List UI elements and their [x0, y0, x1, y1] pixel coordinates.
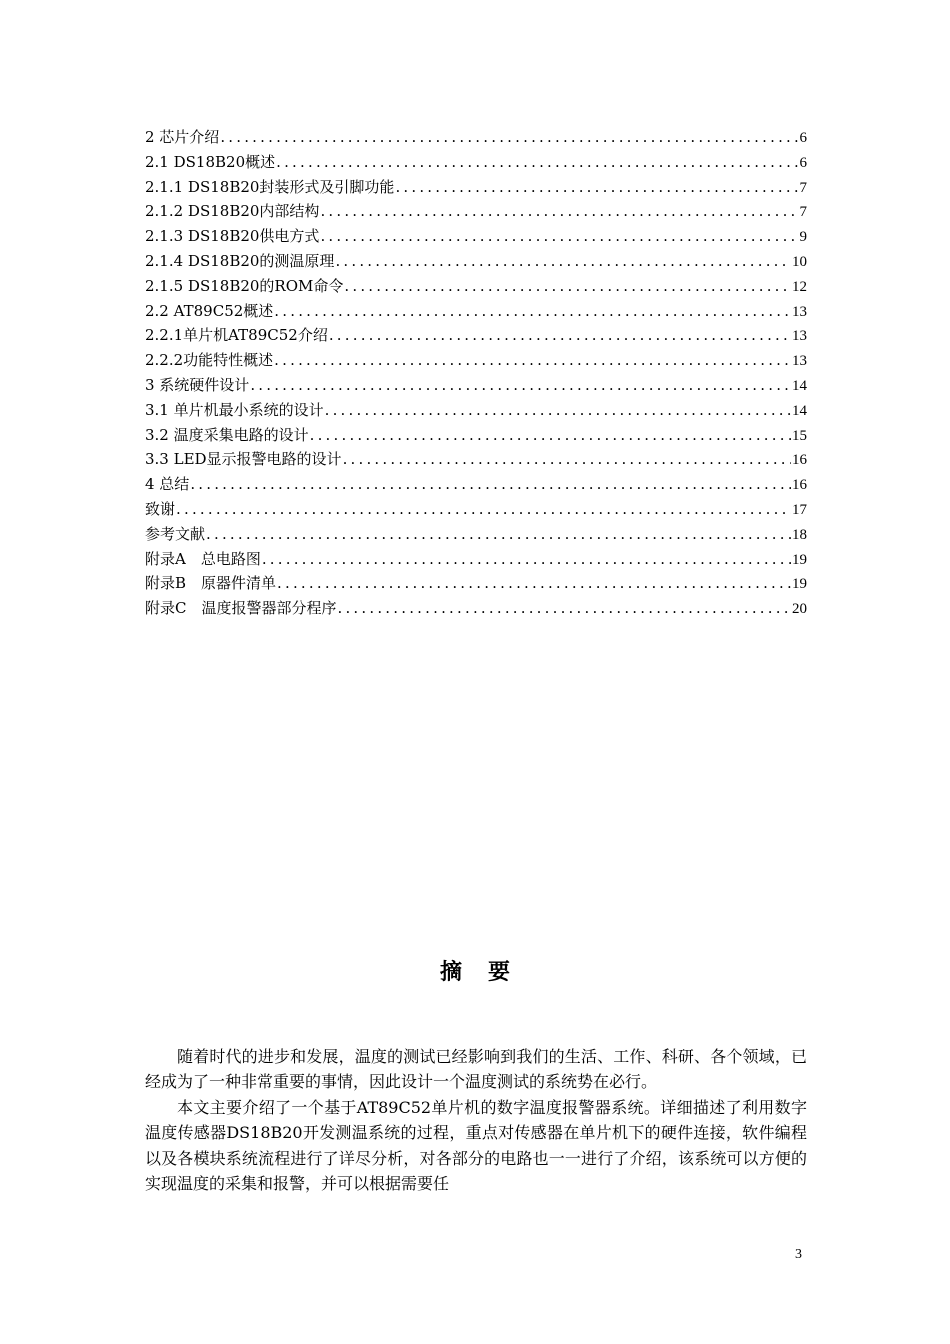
toc-entry-title: 3.1 单片机最小系统的设计 [145, 400, 324, 419]
toc-leader-dots [337, 596, 791, 621]
toc-leader-dots [220, 125, 798, 150]
toc-entry-page: 7 [799, 204, 807, 221]
toc-entry[interactable] [145, 398, 807, 423]
toc-leader-dots [262, 547, 791, 572]
toc-entry[interactable] [145, 299, 807, 324]
toc-entry[interactable] [145, 522, 807, 547]
toc-entry[interactable] [145, 423, 807, 448]
toc-entry-title: 3.2 温度采集电路的设计 [145, 425, 309, 444]
toc-entry-title: 2.1.3 DS18B20供电方式 [145, 227, 320, 246]
toc-entry[interactable] [145, 571, 807, 596]
toc-entry-page: 14 [792, 377, 807, 394]
toc-leader-dots [274, 348, 791, 373]
toc-entry[interactable] [145, 175, 807, 200]
toc-entry-page: 19 [792, 551, 807, 568]
toc-entry-title: 3 系统硬件设计 [145, 375, 250, 394]
toc-leader-dots [320, 199, 798, 224]
toc-entry[interactable] [145, 274, 807, 299]
toc-entry-title: 3.3 LED显示报警电路的设计 [145, 450, 342, 469]
toc-entry-page: 14 [792, 402, 807, 419]
toc-entry-title: 2 芯片介绍 [145, 128, 220, 146]
toc-entry[interactable] [145, 547, 807, 572]
toc-entry-page: 9 [799, 229, 807, 246]
toc-entry-page: 6 [799, 154, 807, 171]
toc-entry[interactable] [145, 199, 807, 224]
abstract-heading: 摘要 [439, 959, 536, 985]
toc-entry[interactable] [145, 447, 807, 472]
toc-entry[interactable] [145, 125, 807, 150]
toc-entry-page: 13 [792, 328, 807, 345]
toc-leader-dots [325, 398, 791, 423]
toc-entry-title: 致谢 [145, 499, 176, 518]
toc-entry[interactable] [145, 150, 807, 175]
toc-entry-title: 2.1.1 DS18B20封装形式及引脚功能 [145, 177, 395, 196]
toc-entry-title: 2.1 DS18B20概述 [145, 152, 276, 171]
toc-entry-page: 19 [792, 576, 807, 593]
table-of-contents [145, 125, 807, 621]
toc-entry-title: 2.2.2功能特性概述 [145, 351, 274, 370]
abstract-paragraph: 本文主要介绍了一个基于AT89C52单片机的数字温度报警器系统。详细描述了利用数字温度传感器DS18B20开发测温系统的过程，重点对传感器在单片机下的硬件连接，软件编程以及各模块系统流程进行了详尽分析，对各部分的电路也一一进行了介绍，该系统可以方便的实现温度的采集和报警，并可以根据需要任 [145, 1097, 807, 1194]
toc-entry-page: 13 [792, 303, 807, 320]
toc-entry[interactable] [145, 224, 807, 249]
toc-entry-page: 12 [792, 278, 807, 295]
toc-entry-title: 4 总结 [145, 475, 190, 494]
page-number: 3 [795, 1247, 802, 1262]
toc-entry-page: 15 [792, 427, 807, 444]
abstract-paragraph: 随着时代的进步和发展，温度的测试已经影响到我们的生活、工作、科研、各个领域，已经成为了一种非常重要的事情，因此设计一个温度测试的系统势在必行。 [145, 1047, 807, 1092]
abstract-body [145, 1044, 807, 1196]
toc-entry[interactable] [145, 323, 807, 348]
toc-entry-title: 2.1.2 DS18B20内部结构 [145, 202, 320, 221]
toc-leader-dots [277, 571, 791, 596]
toc-leader-dots [320, 224, 798, 249]
toc-entry-page: 10 [792, 253, 807, 270]
toc-entry-page: 13 [792, 353, 807, 370]
toc-entry-page: 18 [792, 526, 807, 543]
toc-entry-page: 7 [799, 179, 807, 196]
toc-entry-title: 2.1.4 DS18B20的测温原理 [145, 251, 335, 270]
toc-entry[interactable] [145, 249, 807, 274]
toc-entry-page: 17 [792, 501, 807, 518]
toc-entry-title: 附录A 总电路图 [145, 549, 261, 568]
toc-leader-dots [335, 249, 791, 274]
toc-entry-page: 20 [792, 601, 807, 618]
toc-entry-title: 2.1.5 DS18B20的ROM命令 [145, 276, 344, 295]
toc-entry[interactable] [145, 472, 807, 497]
toc-entry-page: 16 [792, 452, 807, 469]
toc-leader-dots [276, 150, 798, 175]
toc-entry-title: 附录B 原器件清单 [145, 574, 277, 593]
toc-leader-dots [190, 472, 791, 497]
toc-entry[interactable] [145, 348, 807, 373]
toc-leader-dots [176, 497, 791, 522]
toc-leader-dots [395, 175, 798, 200]
toc-leader-dots [343, 447, 791, 472]
toc-leader-dots [206, 522, 791, 547]
toc-entry-title: 2.2 AT89C52概述 [145, 301, 274, 320]
toc-entry[interactable] [145, 373, 807, 398]
toc-entry[interactable] [145, 497, 807, 522]
toc-entry-title: 附录C 温度报警器部分程序 [145, 599, 337, 618]
toc-entry-page: 16 [792, 477, 807, 494]
toc-leader-dots [274, 299, 791, 324]
toc-leader-dots [344, 274, 791, 299]
toc-entry-title: 参考文献 [145, 524, 206, 543]
toc-entry[interactable] [145, 596, 807, 621]
toc-entry-title: 2.2.1单片机AT89C52介绍 [145, 326, 328, 345]
toc-entry-page: 6 [799, 130, 807, 146]
toc-leader-dots [310, 423, 791, 448]
toc-leader-dots [250, 373, 791, 398]
toc-leader-dots [329, 323, 791, 348]
